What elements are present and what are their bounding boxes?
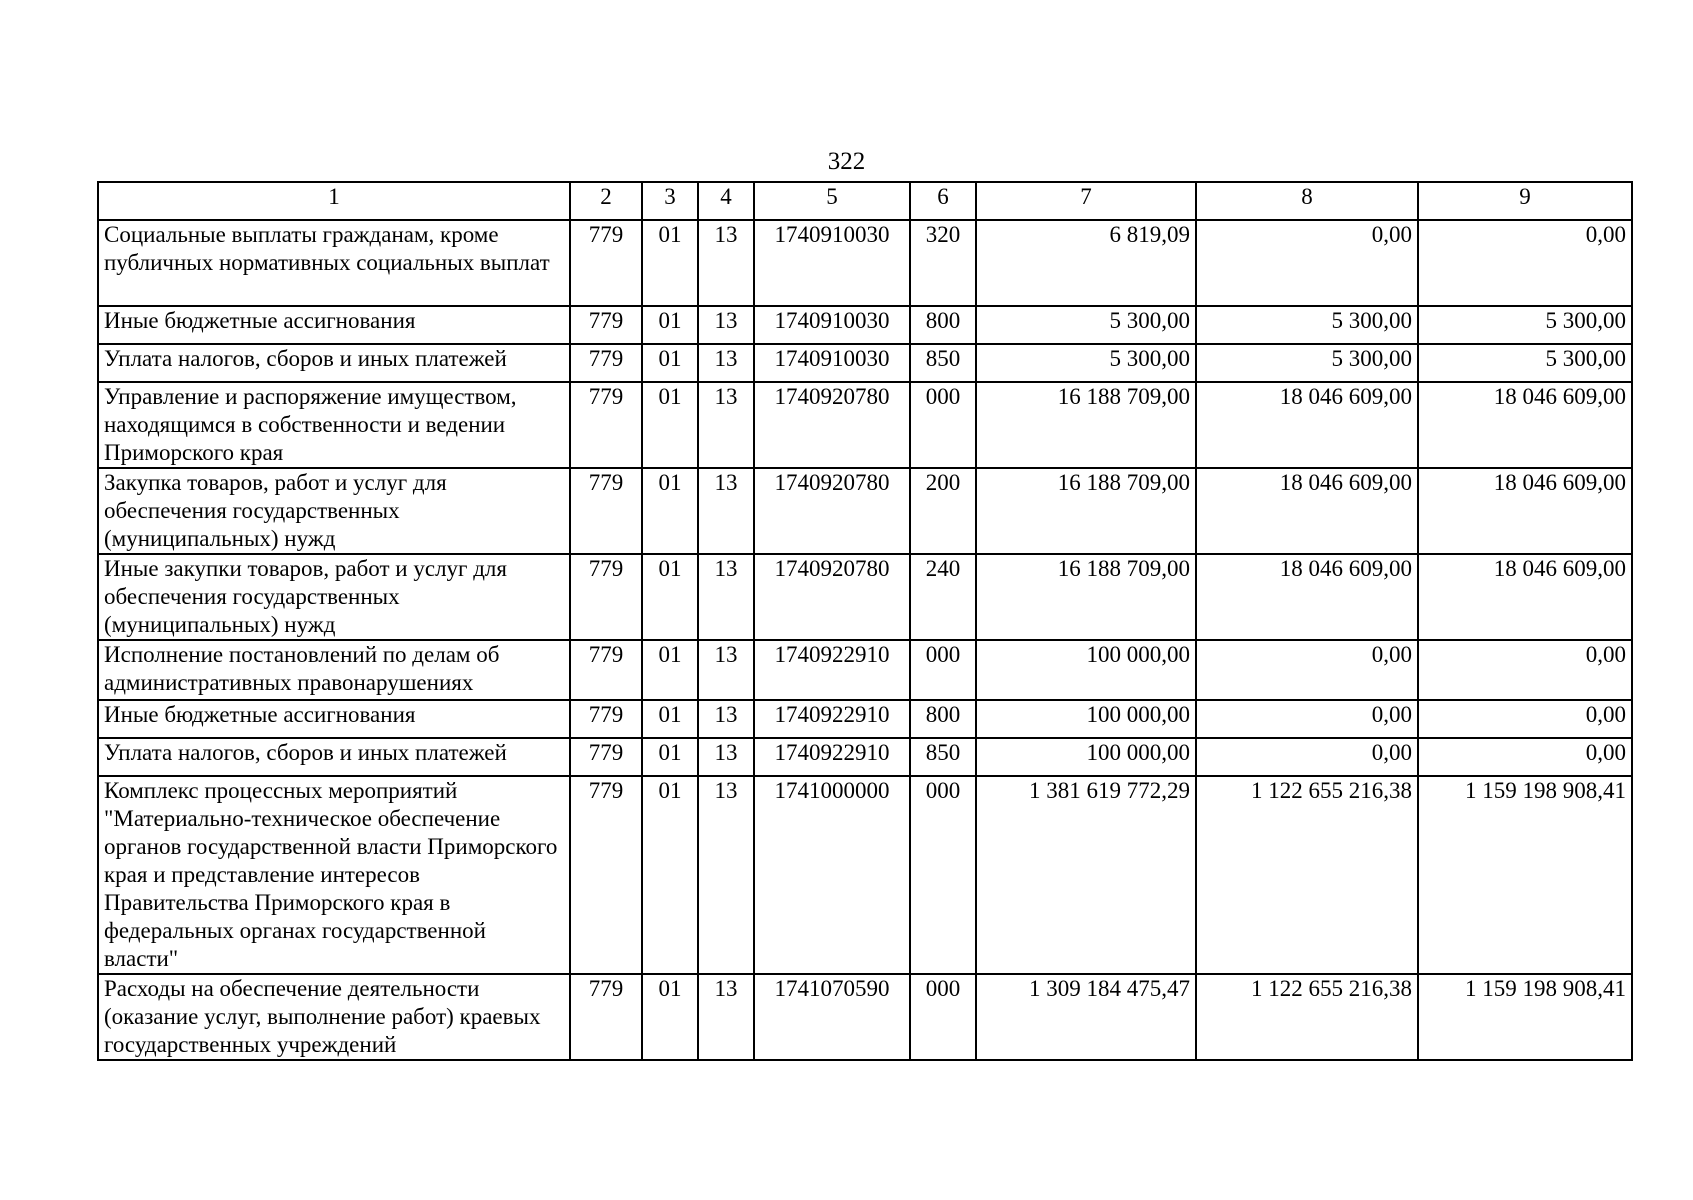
budget-table	[97, 181, 1633, 1061]
row-name: Уплата налогов, сборов и иных платежей	[98, 344, 570, 382]
amount-cell: 18 046 609,00	[1418, 554, 1632, 640]
row-name: Закупка товаров, работ и услуг для обеспечения государственных (муниципальных) нужд	[98, 468, 570, 554]
amount-cell: 100 000,00	[976, 640, 1196, 700]
code-cell: 01	[642, 306, 698, 344]
code-cell: 000	[910, 974, 976, 1060]
amount-cell: 0,00	[1196, 738, 1418, 776]
code-cell: 13	[698, 468, 754, 554]
column-header: 8	[1196, 182, 1418, 220]
amount-cell: 0,00	[1418, 738, 1632, 776]
code-cell: 1740922910	[754, 700, 910, 738]
code-cell: 800	[910, 306, 976, 344]
amount-cell: 0,00	[1196, 640, 1418, 700]
code-cell: 13	[698, 382, 754, 468]
amount-cell: 18 046 609,00	[1418, 468, 1632, 554]
row-name: Управление и распоряжение имуществом, находящимся в собственности и ведении Приморского края	[98, 382, 570, 468]
table-row	[98, 700, 1632, 738]
code-cell: 800	[910, 700, 976, 738]
amount-cell: 100 000,00	[976, 700, 1196, 738]
table-row	[98, 344, 1632, 382]
table-row	[98, 640, 1632, 700]
table-row	[98, 554, 1632, 640]
amount-cell: 1 159 198 908,41	[1418, 974, 1632, 1060]
code-cell: 1740910030	[754, 220, 910, 306]
row-name: Расходы на обеспечение деятельности (оказание услуг, выполнение работ) краевых государственных учреждений	[98, 974, 570, 1060]
code-cell: 01	[642, 468, 698, 554]
code-cell: 01	[642, 738, 698, 776]
code-cell: 01	[642, 700, 698, 738]
table-row	[98, 306, 1632, 344]
code-cell: 01	[642, 776, 698, 974]
amount-cell: 0,00	[1418, 640, 1632, 700]
code-cell: 779	[570, 738, 642, 776]
column-header: 7	[976, 182, 1196, 220]
code-cell: 1740922910	[754, 640, 910, 700]
code-cell: 01	[642, 220, 698, 306]
amount-cell: 1 309 184 475,47	[976, 974, 1196, 1060]
amount-cell: 16 188 709,00	[976, 382, 1196, 468]
table-row	[98, 738, 1632, 776]
column-header: 5	[754, 182, 910, 220]
amount-cell: 5 300,00	[1418, 306, 1632, 344]
row-name: Иные бюджетные ассигнования	[98, 700, 570, 738]
code-cell: 13	[698, 776, 754, 974]
amount-cell: 5 300,00	[976, 306, 1196, 344]
amount-cell: 1 159 198 908,41	[1418, 776, 1632, 974]
code-cell: 850	[910, 738, 976, 776]
code-cell: 1741070590	[754, 974, 910, 1060]
code-cell: 779	[570, 306, 642, 344]
code-cell: 779	[570, 468, 642, 554]
code-cell: 000	[910, 776, 976, 974]
code-cell: 13	[698, 554, 754, 640]
amount-cell: 1 122 655 216,38	[1196, 776, 1418, 974]
code-cell: 13	[698, 306, 754, 344]
code-cell: 13	[698, 220, 754, 306]
column-header: 2	[570, 182, 642, 220]
code-cell: 200	[910, 468, 976, 554]
table-row	[98, 776, 1632, 974]
column-header: 1	[98, 182, 570, 220]
code-cell: 13	[698, 344, 754, 382]
row-name: Исполнение постановлений по делам об административных правонарушениях	[98, 640, 570, 700]
code-cell: 13	[698, 738, 754, 776]
amount-cell: 1 122 655 216,38	[1196, 974, 1418, 1060]
code-cell: 779	[570, 382, 642, 468]
code-cell: 320	[910, 220, 976, 306]
amount-cell: 5 300,00	[976, 344, 1196, 382]
table-row	[98, 382, 1632, 468]
code-cell: 779	[570, 554, 642, 640]
table-row	[98, 974, 1632, 1060]
code-cell: 1740910030	[754, 344, 910, 382]
column-header: 6	[910, 182, 976, 220]
table-row	[98, 220, 1632, 306]
code-cell: 01	[642, 554, 698, 640]
row-name: Социальные выплаты гражданам, кроме публичных нормативных социальных выплат	[98, 220, 570, 306]
column-header: 9	[1418, 182, 1632, 220]
code-cell: 01	[642, 344, 698, 382]
code-cell: 779	[570, 640, 642, 700]
amount-cell: 5 300,00	[1196, 344, 1418, 382]
code-cell: 1740920780	[754, 554, 910, 640]
amount-cell: 18 046 609,00	[1418, 382, 1632, 468]
amount-cell: 0,00	[1418, 700, 1632, 738]
code-cell: 1740922910	[754, 738, 910, 776]
code-cell: 850	[910, 344, 976, 382]
row-name: Иные закупки товаров, работ и услуг для обеспечения государственных (муниципальных) нужд	[98, 554, 570, 640]
amount-cell: 18 046 609,00	[1196, 554, 1418, 640]
amount-cell: 0,00	[1418, 220, 1632, 306]
amount-cell: 0,00	[1196, 220, 1418, 306]
code-cell: 000	[910, 640, 976, 700]
code-cell: 000	[910, 382, 976, 468]
amount-cell: 5 300,00	[1418, 344, 1632, 382]
table-row	[98, 468, 1632, 554]
code-cell: 01	[642, 382, 698, 468]
code-cell: 779	[570, 776, 642, 974]
page-number: 322	[827, 148, 866, 175]
code-cell: 240	[910, 554, 976, 640]
code-cell: 1740920780	[754, 468, 910, 554]
row-name: Комплекс процессных мероприятий "Материально-техническое обеспечение органов государственной власти Приморского края и представление интересов Правительства Приморского края в федеральных органах государственной власти"	[98, 776, 570, 974]
code-cell: 1740910030	[754, 306, 910, 344]
amount-cell: 16 188 709,00	[976, 468, 1196, 554]
amount-cell: 18 046 609,00	[1196, 382, 1418, 468]
amount-cell: 0,00	[1196, 700, 1418, 738]
column-header-row	[98, 182, 1632, 220]
code-cell: 779	[570, 220, 642, 306]
code-cell: 779	[570, 700, 642, 738]
amount-cell: 18 046 609,00	[1196, 468, 1418, 554]
amount-cell: 16 188 709,00	[976, 554, 1196, 640]
amount-cell: 100 000,00	[976, 738, 1196, 776]
code-cell: 01	[642, 640, 698, 700]
row-name: Иные бюджетные ассигнования	[98, 306, 570, 344]
code-cell: 13	[698, 640, 754, 700]
code-cell: 779	[570, 974, 642, 1060]
code-cell: 13	[698, 700, 754, 738]
row-name: Уплата налогов, сборов и иных платежей	[98, 738, 570, 776]
amount-cell: 5 300,00	[1196, 306, 1418, 344]
column-header: 4	[698, 182, 754, 220]
code-cell: 1740920780	[754, 382, 910, 468]
amount-cell: 1 381 619 772,29	[976, 776, 1196, 974]
code-cell: 1741000000	[754, 776, 910, 974]
code-cell: 13	[698, 974, 754, 1060]
code-cell: 779	[570, 344, 642, 382]
code-cell: 01	[642, 974, 698, 1060]
column-header: 3	[642, 182, 698, 220]
amount-cell: 6 819,09	[976, 220, 1196, 306]
